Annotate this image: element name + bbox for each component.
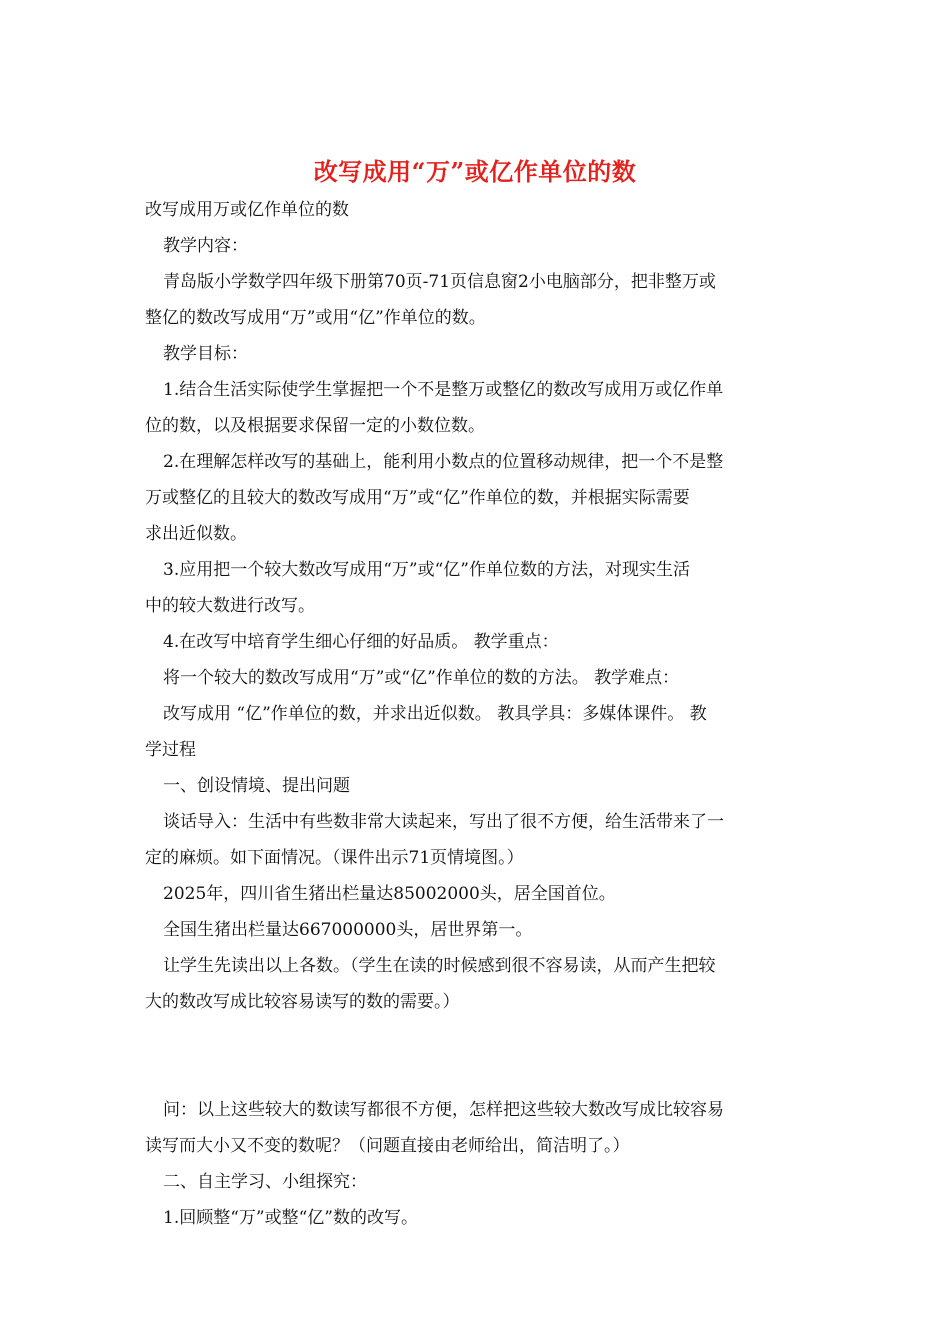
- text-line: 中的较大数进行改写。: [145, 596, 315, 616]
- text-line-heading-content: 教学内容：: [163, 236, 248, 256]
- text-line-subtitle: 改写成用万或亿作单位的数: [145, 200, 349, 220]
- text-line: 大的数改写成比较容易读写的数的需要。）: [145, 992, 460, 1012]
- text-line: 读写而大小又不变的数呢？（问题直接由老师给出，简洁明了。）: [145, 1136, 630, 1156]
- text-line: 4.在改写中培育学生细心仔细的好品质。 教学重点：: [163, 632, 559, 652]
- text-line: 改写成用 “亿”作单位的数，并求出近似数。 教具学具：多媒体课件。 教: [163, 704, 707, 724]
- text-line: 让学生先读出以上各数。（学生在读的时候感到很不容易读，从而产生把较: [163, 956, 716, 976]
- text-line: 2.在理解怎样改写的基础上，能利用小数点的位置移动规律，把一个不是整: [163, 452, 724, 472]
- text-line: 整亿的数改写成用“万”或用“亿”作单位的数。: [145, 308, 486, 328]
- document-title: 改写成用“万”或亿作单位的数: [313, 157, 637, 186]
- text-line: 学过程: [145, 740, 196, 760]
- text-line: 2025年，四川省生猪出栏量达85002000头，居全国首位。: [163, 884, 616, 904]
- text-line: 1.回顾整“万”或整“亿”数的改写。: [163, 1208, 418, 1228]
- text-line-section-heading: 一、创设情境、提出问题: [163, 776, 350, 796]
- text-line: 万或整亿的且较大的数改写成用“万”或“亿”作单位的数，并根据实际需要: [145, 488, 690, 508]
- text-line: 求出近似数。: [145, 524, 247, 544]
- text-line: 位的数，以及根据要求保留一定的小数位数。: [145, 416, 485, 436]
- text-line-section-heading: 二、自主学习、小组探究：: [163, 1172, 367, 1192]
- text-line: 3.应用把一个较大数改写成用“万”或“亿”作单位数的方法，对现实生活: [163, 560, 690, 580]
- text-line: 全国生猪出栏量达667000000头，居世界第一。: [163, 920, 533, 940]
- text-line: 将一个较大的数改写成用“万”或“亿”作单位的数的方法。 教学难点：: [163, 668, 680, 688]
- text-line: 青岛版小学数学四年级下册第70页-71页信息窗2小电脑部分，把非整万或: [163, 272, 716, 292]
- text-line-heading-goals: 教学目标：: [163, 344, 248, 364]
- text-line: 定的麻烦。如下面情况。（课件出示71页情境图。）: [145, 848, 524, 868]
- text-line: 问：以上这些较大的数读写都很不方便，怎样把这些较大数改写成比较容易: [163, 1100, 724, 1120]
- text-line: 谈话导入：生活中有些数非常大读起来，写出了很不方便，给生活带来了一: [163, 812, 724, 832]
- text-line: 1.结合生活实际使学生掌握把一个不是整万或整亿的数改写成用万或亿作单: [163, 380, 724, 400]
